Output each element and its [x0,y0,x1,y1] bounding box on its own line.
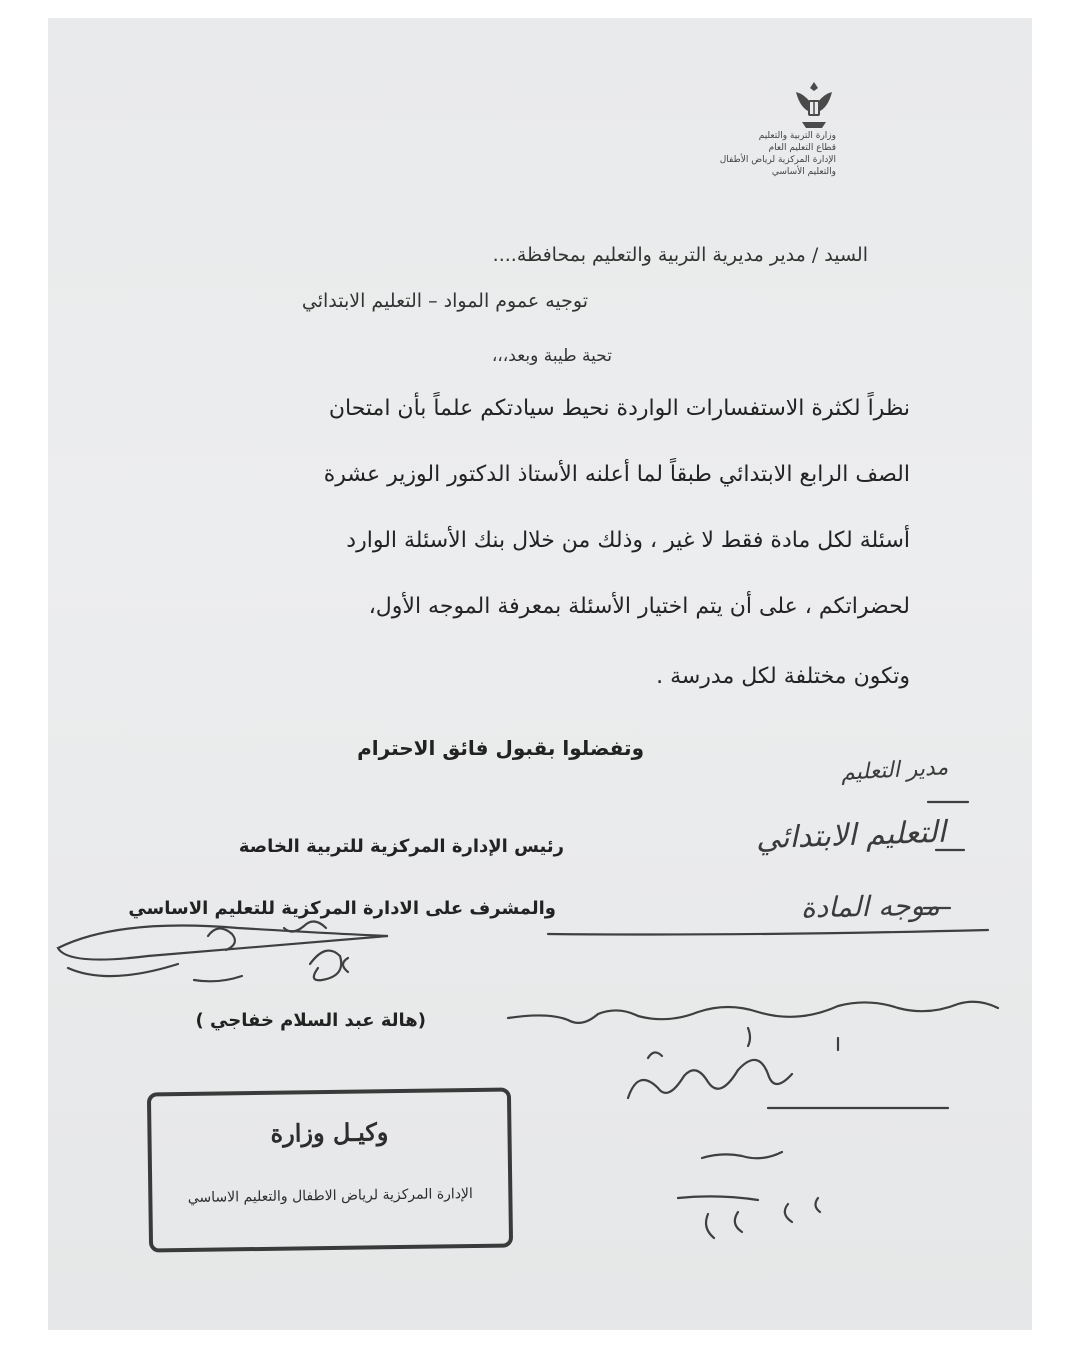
header-line: الإدارة المركزية لرياض الأطفال [719,155,836,165]
stamp-department: الإدارة المركزية لرياض الاطفال والتعليم الاساسي [187,1186,473,1206]
scanned-letter [48,18,1032,1330]
header-line: وزارة التربية والتعليم [758,131,836,141]
closing: وتفضلوا بقبول فائق الاحترام [357,736,644,760]
addressee: السيد / مدير مديرية التربية والتعليم بمحافظة.... [492,244,868,266]
body-line: نظراً لكثرة الاستفسارات الواردة نحيط سيادتكم علماً بأن امتحان [328,396,910,421]
body-line: وتكون مختلفة لكل مدرسة . [656,664,910,689]
subject-line: توجيه عموم المواد – التعليم الابتدائي [301,290,588,312]
handwritten-note: التعليم الابتدائي [755,814,947,857]
ministry-header [720,130,836,178]
signatory-name: (هالة عبد السلام خفاجي ) [195,1010,426,1031]
official-stamp [147,1087,513,1252]
header-line: قطاع التعليم العام [768,143,836,153]
eagle-emblem-icon [786,78,842,134]
body-line: لحضراتكم ، على أن يتم اختيار الأسئلة بمعرفة الموجه الأول، [368,594,910,619]
greeting: تحية طيبة وبعد،،، [491,346,612,366]
body-line: أسئلة لكل مادة فقط لا غير ، وذلك من خلال بنك الأسئلة الوارد [346,528,910,553]
body-line: الصف الرابع الابتدائي طبقاً لما أعلنه الأستاذ الدكتور الوزير عشرة [323,462,910,487]
signatory-title: رئيس الإدارة المركزية للتربية الخاصة [238,836,564,857]
handwritten-note: موجه المادة [800,888,941,925]
header-line: والتعليم الأساسي [771,167,836,177]
signatory-title: والمشرف على الادارة المركزية للتعليم الاساسي [128,898,556,919]
stamp-title: وكيـل وزارة [270,1117,389,1148]
handwritten-note: مدير التعليم [840,755,949,786]
